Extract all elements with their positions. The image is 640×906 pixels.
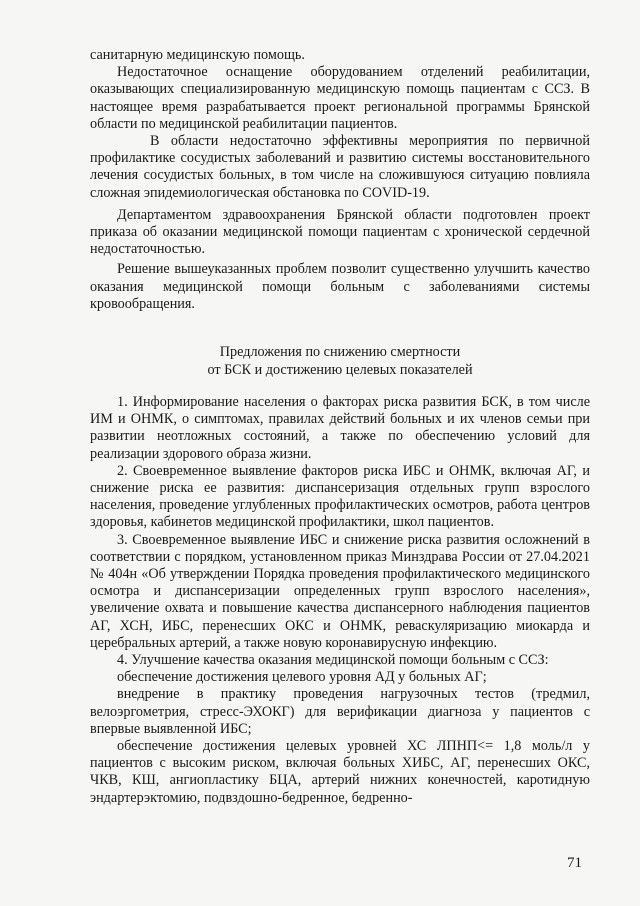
page-number: 71 xyxy=(567,855,582,871)
list-item: внедрение в практику проведения нагрузочных тестов (тредмил, велоэргометрия, стресс-ЭХОКГ) для верификации диагноза у пациентов с впервые выявленной ИБС; xyxy=(90,686,590,737)
list-item: 3. Своевременное выявление ИБС и снижение риска развития осложнений в соответствии с порядком, установленном приказ Минздрава России от 27.04.2021 № 404н «Об утверждении Порядка проведения профилактического медицинского осмотра и диспансеризации определенных групп взрослого населения», увеличение охвата и повышение качества диспансерного наблюдения пациентов АГ, ХСН, ИБС, перенесших ОКС и ОНМК, реваскуляризацию миокарда и церебральных артерий, а также новую коронавирусную инфекцию. xyxy=(90,531,590,651)
list-item: 2. Своевременное выявление факторов риска ИБС и ОНМК, включая АГ, и снижение риска ее развития: диспансеризация отдельных групп взрослого населения, проведение углубленных профилактических осмотров, работа центров здоровья, кабинетов медицинской профилактики, школ пациентов. xyxy=(90,462,590,531)
heading-line-2: от БСК и достижению целевых показателей xyxy=(207,361,473,378)
heading-line-1: Предложения по снижению смертности xyxy=(219,344,461,360)
list-item: обеспечение достижения целевых уровней ХС ЛПНП<= 1,8 моль/л у пациентов с высоким риском, включая больных ХИБС, АГ, перенесших ОКС, ЧКВ, КШ, ангиопластику БЦА, артерий нижних конечностей, каротидную эндартерэктомию, подвздошно-бедренное, бедренно- xyxy=(90,738,590,806)
body-text-list xyxy=(90,394,590,807)
list-item: 4. Улучшение качества оказания медицинской помощи больным с ССЗ: xyxy=(117,652,549,669)
paragraph-4: Департаментом здравоохранения Брянской области подготовлен проект приказа об оказании медицинской помощи пациентам с хронической сердечной недостаточностью. xyxy=(90,206,590,258)
list-item: обеспечение достижения целевого уровня АД у больных АГ; xyxy=(117,669,487,686)
paragraph-3: В области недостаточно эффективны мероприятия по первичной профилактике сосудистых заболеваний и развитию системы восстановительного лечения сосудистых больных, в том числе на сложившуюся ситуацию повлияла сложная эпидемиологическая обстановка по COVID-19. xyxy=(90,133,590,201)
body-text-top xyxy=(90,47,590,313)
paragraph-1: санитарную медицинскую помощь. xyxy=(90,47,305,63)
paragraph-5: Решение вышеуказанных проблем позволит существенно улучшить качество оказания медицинской помощи больным с заболеваниями системы кровообращения. xyxy=(90,261,590,312)
list-item: 1. Информирование населения о факторах риска развития БСК, в том числе ИМ и ОНМК, о симптомах, правилах действий больных и их членов семьи при развитии неотложных состояний, а также по обеспечению условий для реализации здорового образа жизни. xyxy=(90,394,590,462)
paragraph-2: Недостаточное оснащение оборудованием отделений реабилитации, оказывающих специализированную медицинскую помощь пациентам с ССЗ. В настоящее время разрабатывается проект региональной программы Брянской области по медицинской реабилитации пациентов. xyxy=(90,64,590,132)
section-heading xyxy=(90,344,590,379)
